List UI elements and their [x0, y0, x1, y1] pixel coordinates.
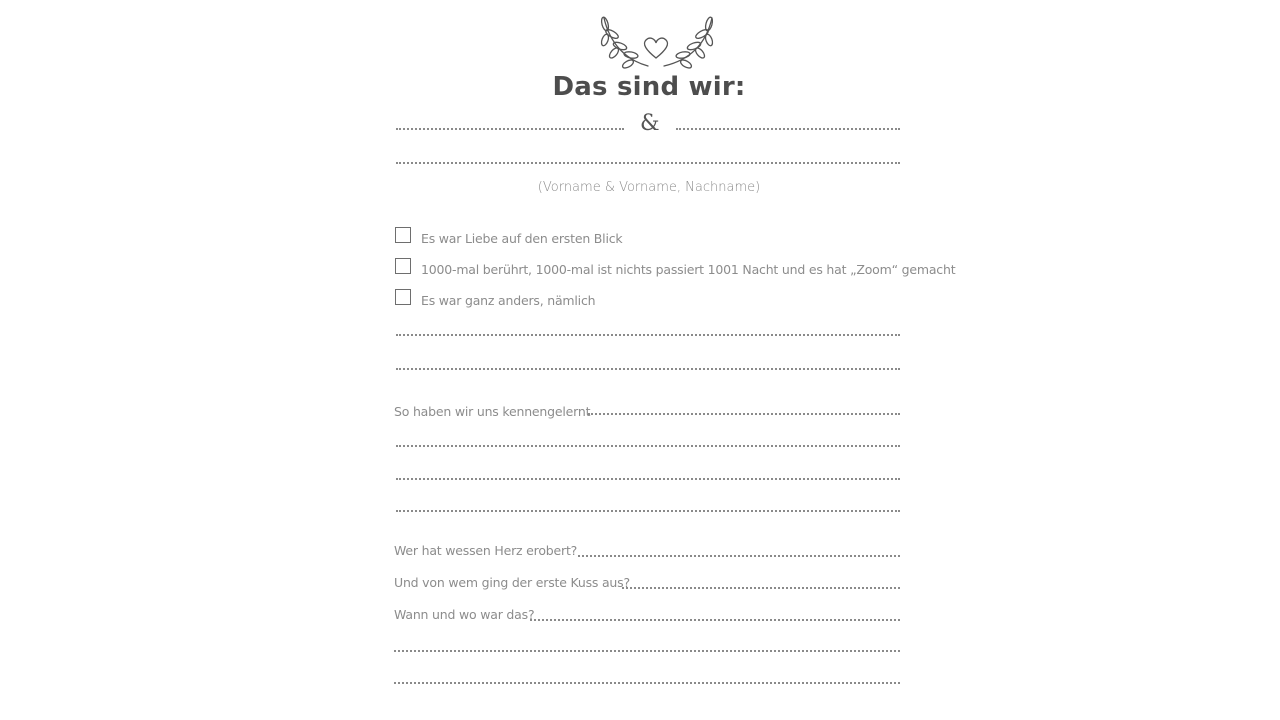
laurel-heart-icon: [596, 8, 716, 74]
answer-line[interactable]: [588, 413, 900, 415]
answer-line[interactable]: [394, 650, 900, 652]
option-checkbox-first-sight[interactable]: [395, 227, 411, 243]
option-checkbox-different[interactable]: [395, 289, 411, 305]
second-name-line[interactable]: [676, 128, 900, 130]
question-heart: Wer hat wessen Herz erobert?: [394, 543, 578, 558]
question-when-where: Wann und wo war das?: [394, 607, 535, 622]
option-label-different: Es war ganz anders, nämlich: [421, 293, 596, 308]
answer-line[interactable]: [396, 368, 900, 370]
option-checkbox-zoom[interactable]: [395, 258, 411, 274]
question-how-met: So haben wir uns kennengelernt: [394, 404, 591, 419]
option-label-zoom: 1000-mal berührt, 1000-mal ist nichts passiert 1001 Nacht und es hat „Zoom“ gemacht: [421, 262, 956, 277]
ampersand: &: [640, 111, 660, 136]
option-label-first-sight: Es war Liebe auf den ersten Blick: [421, 231, 623, 246]
answer-line[interactable]: [396, 478, 900, 480]
answer-line[interactable]: [578, 555, 900, 557]
answer-line[interactable]: [622, 587, 900, 589]
first-name-line[interactable]: [396, 128, 624, 130]
surname-line[interactable]: [396, 162, 900, 164]
answer-line[interactable]: [396, 334, 900, 336]
answer-line[interactable]: [530, 619, 900, 621]
answer-line[interactable]: [396, 510, 900, 512]
answer-line[interactable]: [394, 682, 900, 684]
question-first-kiss: Und von wem ging der erste Kuss aus?: [394, 575, 630, 590]
name-caption: (Vorname & Vorname, Nachname): [537, 180, 761, 195]
page-title: Das sind wir:: [552, 72, 746, 102]
answer-line[interactable]: [396, 445, 900, 447]
